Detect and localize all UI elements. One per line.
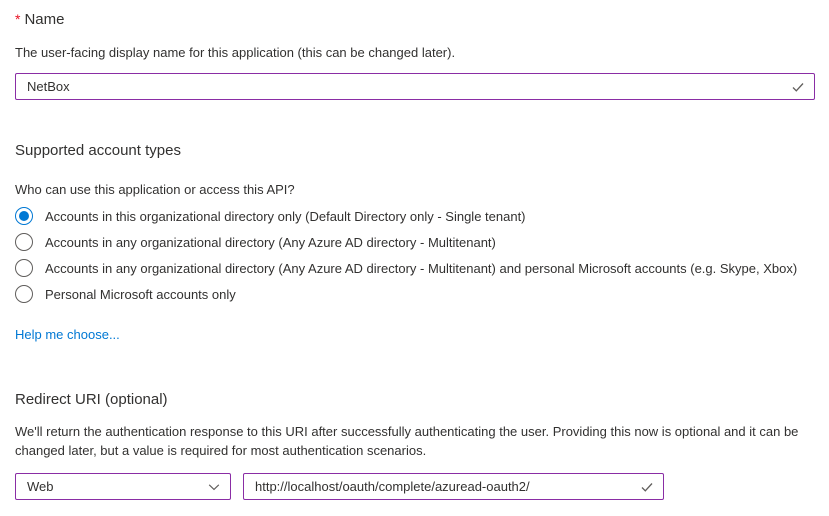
redirect-uri-input[interactable] (255, 479, 633, 494)
name-section-title (15, 11, 64, 28)
radio-option-label: Accounts in any organizational directory (Any Azure AD directory - Multitenant) (45, 234, 496, 250)
required-asterisk: * (15, 11, 21, 27)
radio-option-multitenant-personal[interactable] (15, 258, 797, 278)
radio-unselected-icon[interactable] (15, 259, 33, 277)
name-input[interactable] (27, 79, 784, 94)
radio-selected-icon[interactable] (15, 207, 33, 225)
radio-option-label: Personal Microsoft accounts only (45, 286, 236, 302)
chevron-down-icon (207, 480, 221, 494)
radio-option-label: Accounts in this organizational directory only (Default Directory only - Single tenant) (45, 208, 526, 224)
radio-option-label: Accounts in any organizational directory (Any Azure AD directory - Multitenant) and personal Microsoft accounts (e.g. Skype, Xbox) (45, 260, 798, 276)
redirect-uri-title: Redirect URI (optional) (15, 391, 168, 408)
name-label: Name (24, 11, 65, 28)
radio-unselected-icon[interactable] (15, 285, 33, 303)
valid-checkmark-icon (639, 479, 655, 495)
radio-option-multitenant[interactable] (15, 232, 496, 252)
name-description: The user-facing display name for this application (this can be changed later). (15, 45, 456, 60)
platform-select-value: Web (27, 479, 54, 494)
radio-option-single-tenant[interactable] (15, 206, 526, 226)
name-input-wrapper (15, 73, 815, 100)
redirect-uri-input-wrapper (243, 473, 664, 500)
help-me-choose-link[interactable]: Help me choose... (15, 327, 120, 342)
redirect-uri-description: We'll return the authentication response to this URI after successfully authenticating the user. Providing this now is optional and it can be changed later, but a value is required for most authentication scenarios. (15, 424, 799, 458)
radio-option-personal-only[interactable] (15, 284, 236, 304)
radio-unselected-icon[interactable] (15, 233, 33, 251)
account-types-title: Supported account types (15, 142, 181, 159)
platform-select[interactable] (15, 473, 231, 500)
valid-checkmark-icon (790, 79, 806, 95)
account-types-question: Who can use this application or access this API? (15, 182, 295, 197)
